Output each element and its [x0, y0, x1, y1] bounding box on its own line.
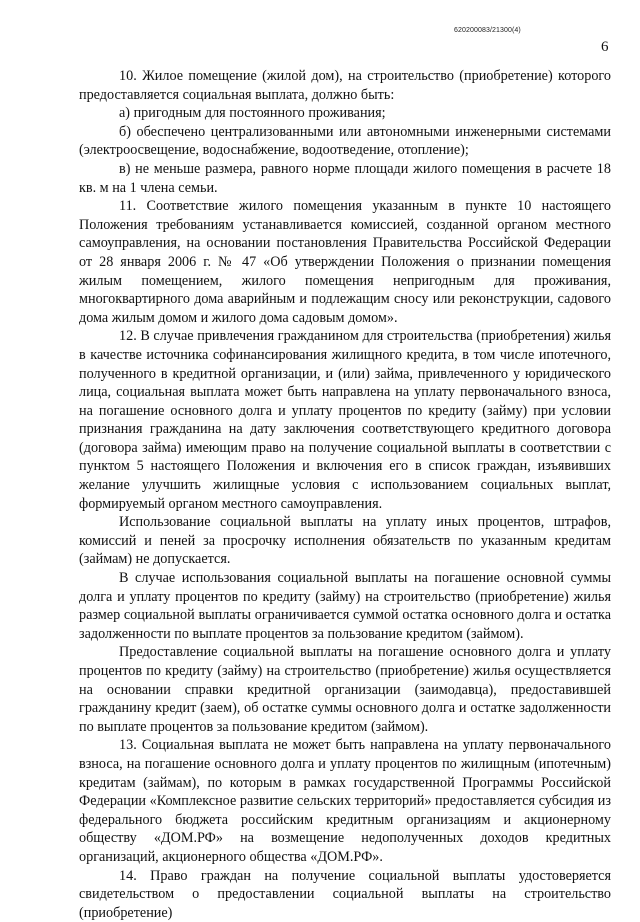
- document-code: 620200083/21300(4): [454, 27, 521, 34]
- paragraph-10-item-a: а) пригодным для постоянного проживания;: [119, 105, 386, 122]
- paragraph-10: 10. Жилое помещение (жилой дом), на строительство (приобретение) которого предоставляется социальная выплата, должно быть:: [79, 68, 611, 103]
- paragraph-13: 13. Социальная выплата не может быть направлена на уплату первоначального взноса, на погашение основного долга и уплату процентов по жилищным (ипотечным) кредитам (займам), по которым в рамках государственной Программы Российской Федерации «Комплексное развитие сельских территорий» предоставляется субсидия из федерального бюджета российским кредитным организациям и акционерному обществу «ДОМ.РФ» на возмещение недополученных доходов кредитных организаций, акционерного общества «ДОМ.РФ».: [79, 737, 611, 865]
- paragraph-14: 14. Право граждан на получение социальной выплаты удостоверяется свидетельством о предоставлении социальной выплаты на строительство (приобретение): [79, 867, 611, 921]
- paragraph-12: 12. В случае привлечения гражданином для строительства (приобретения) жилья в качестве источника софинансирования жилищного кредита, в том числе ипотечного, полученного в кредитной организации, и (или) займа, привлеченного у юридического лица, социальная выплата может быть направлена на уплату первоначального взноса, на погашение основного долга и уплату процентов по кредиту (займу) при условии признания гражданина на дату заключения соответствующего кредитного договора (договора займа) имеющим право на получение социальной выплаты в соответствии с пунктом 5 настоящего Положения и включения его в список граждан, изъявивших желание улучшить жилищные условия с использованием социальных выплат, формируемый органом местного самоуправления.: [79, 328, 611, 512]
- paragraph-11: 11. Соответствие жилого помещения указанным в пункте 10 настоящего Положения требованиям устанавливается комиссией, созданной органом местного самоуправления, на основании постановления Правительства Российской Федерации от 28 января 2006 г. № 47 «Об утверждении Положения о признании помещения жилым помещением, жилого помещения непригодным для проживания, многоквартирного дома аварийным и подлежащим сносу или реконструкции, садового дома жилым домом и жилого дома садовым домом».: [79, 198, 611, 326]
- paragraph-12-limit: В случае использования социальной выплаты на погашение основной суммы долга и уплату процентов по кредиту (займу) на строительство (приобретение) жилья размер социальной выплаты ограничивается суммой остатка основного долга и остатка задолженности по выплате процентов за пользование кредитом (займом).: [79, 570, 611, 642]
- paragraph-10-item-c: в) не меньше размера, равного норме площади жилого помещения в расчете 18 кв. м на 1 члена семьи.: [79, 160, 611, 196]
- paragraph-12-other-fees: Использование социальной выплаты на уплату иных процентов, штрафов, комиссий и пеней за просрочку исполнения обязательств по указанным кредитам (займам) не допускается.: [79, 514, 611, 568]
- page-number: 6: [601, 39, 609, 55]
- paragraph-12-certificate: Предоставление социальной выплаты на погашение основного долга и уплату процентов по кредиту (займу) на строительство (приобретение) жилья осуществляется на основании справки кредитной организации (заимодавца), предоставившей гражданину кредит (заем), об остатке суммы основного долга и остатке задолженности по выплате процентов за пользование кредитом (займом).: [79, 644, 611, 735]
- document-body: [79, 67, 611, 922]
- paragraph-10-item-b: б) обеспечено централизованными или автономными инженерными системами (электроосвещение, водоснабжение, водоотведение, отопление);: [79, 123, 611, 159]
